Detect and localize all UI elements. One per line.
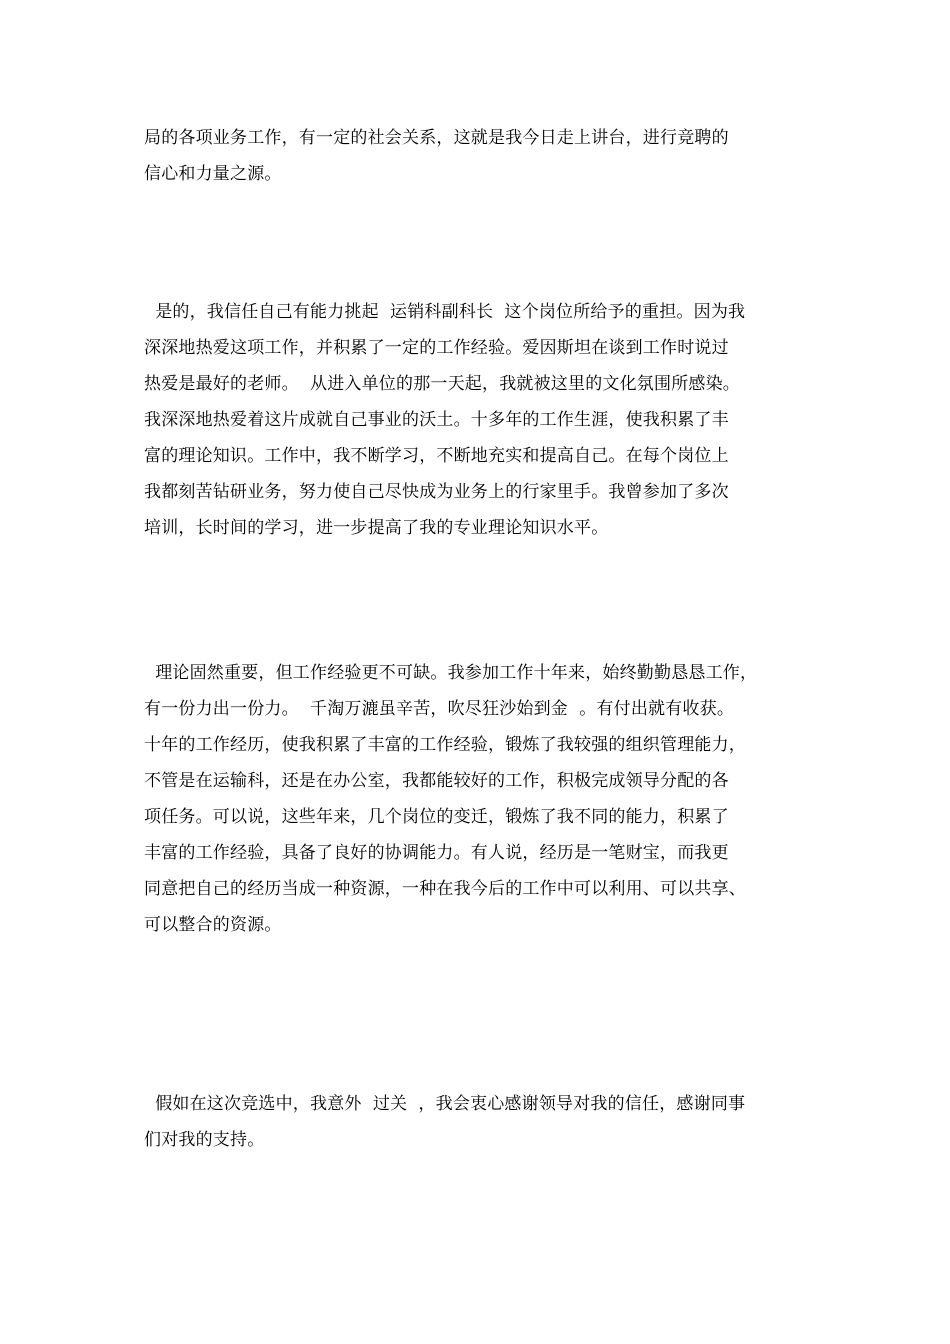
text-line: 假如在这次竞选中，我意外 过关 ，我会衷心感谢领导对我的信任，感谢同事 — [144, 1094, 746, 1114]
text-line: 十年的工作经历，使我积累了丰富的工作经验，锻炼了我较强的组织管理能力， — [144, 735, 746, 755]
text-line: 有一份力出一份力。 千淘万漉虽辛苦，吹尽狂沙始到金 。有付出就有收获。 — [144, 699, 735, 719]
text-line: 丰富的工作经验，具备了良好的协调能力。有人说，经历是一笔财宝，而我更 — [144, 843, 729, 863]
text-line: 可以整合的资源。 — [144, 915, 282, 935]
paragraph-2 — [144, 294, 824, 546]
text-line: 富的理论知识。工作中，我不断学习，不断地充实和提高自己。在每个岗位上 — [144, 446, 729, 466]
text-line: 不管是在运输科，还是在办公室，我都能较好的工作，积极完成领导分配的各 — [144, 771, 729, 791]
text-line: 我深深地热爱着这片成就自己事业的沃土。十多年的工作生涯，使我积累了丰 — [144, 410, 729, 430]
text-line: 项任务。可以说，这些年来，几个岗位的变迁，锻炼了我不同的能力，积累了 — [144, 807, 729, 827]
text-line: 我都刻苦钻研业务，努力使自己尽快成为业务上的行家里手。我曾参加了多次 — [144, 482, 729, 502]
text-line: 同意把自己的经历当成一种资源，一种在我今后的工作中可以利用、可以共享、 — [144, 879, 746, 899]
text-line: 信心和力量之源。 — [144, 164, 282, 184]
paragraph-1 — [144, 120, 824, 192]
text-line: 局的各项业务工作，有一定的社会关系，这就是我今日走上讲台，进行竞聘的 — [144, 128, 729, 148]
text-line: 热爱是最好的老师。 从进入单位的那一天起，我就被这里的文化氛围所感染。 — [144, 374, 741, 394]
paragraph-4 — [144, 1086, 824, 1158]
text-line: 是的，我信任自己有能力挑起 运销科副科长 这个岗位所给予的重担。因为我 — [144, 302, 746, 322]
text-line: 理论固然重要，但工作经验更不可缺。我参加工作十年来，始终勤勤恳恳工作， — [144, 663, 758, 683]
paragraph-3 — [144, 655, 824, 943]
text-line: 培训，长时间的学习，进一步提高了我的专业理论知识水平。 — [144, 518, 609, 538]
text-line: 深深地热爱这项工作，并积累了一定的工作经验。爱因斯坦在谈到工作时说过 — [144, 338, 729, 358]
text-line: 们对我的支持。 — [144, 1130, 265, 1150]
